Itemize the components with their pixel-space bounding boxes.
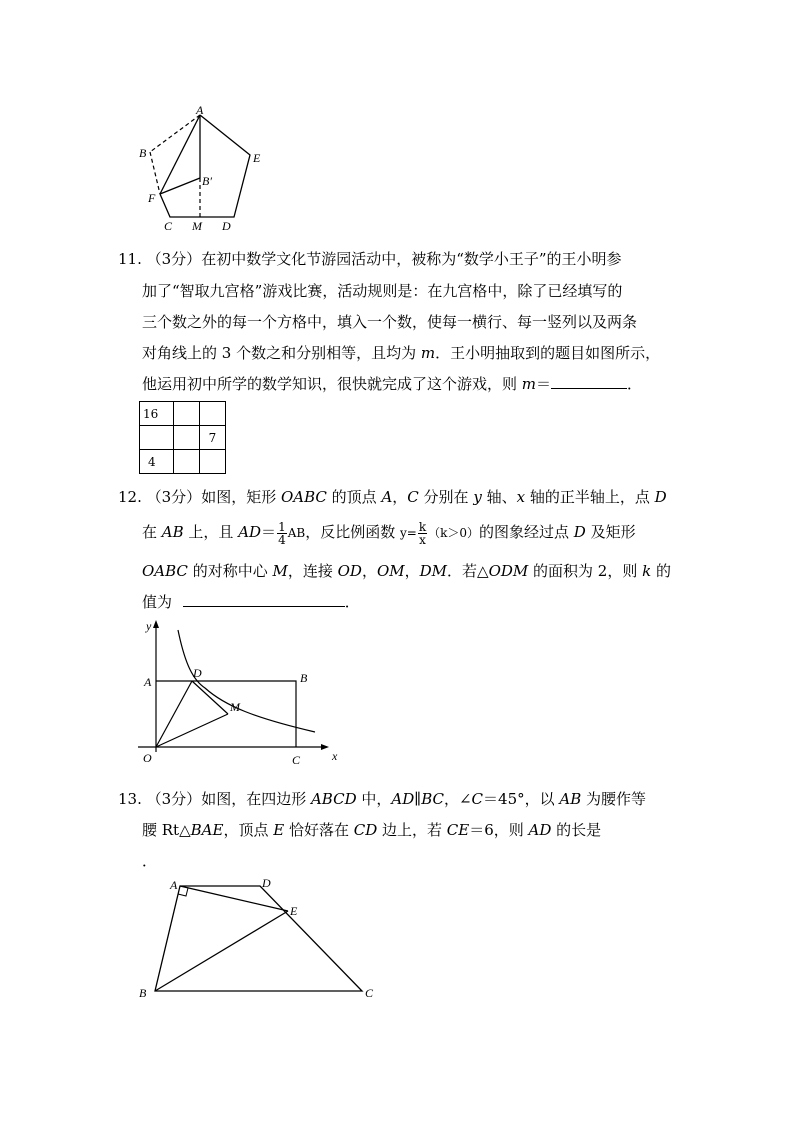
t: AB xyxy=(161,523,184,541)
t: AB xyxy=(559,790,582,808)
q11-text-4b: ．王小明抽取到的题目如图所示， xyxy=(435,344,661,362)
t: BAE xyxy=(190,821,224,839)
t: 分别在 xyxy=(418,488,474,506)
label-e: E xyxy=(290,904,298,918)
t: C xyxy=(407,488,419,506)
label-d: D xyxy=(193,666,202,680)
segment-bf-dashed xyxy=(150,152,160,194)
grid-cell xyxy=(200,450,226,474)
t: ，顶点 xyxy=(223,821,274,839)
t: AB xyxy=(287,526,306,540)
label-b: B xyxy=(139,146,147,160)
q12-number: 12. xyxy=(118,488,142,506)
quadrilateral-abcd xyxy=(155,886,362,991)
segment-af xyxy=(160,115,200,194)
t: ， xyxy=(361,562,377,580)
t: ＝ xyxy=(261,523,277,541)
fraction-k-over-x xyxy=(418,521,427,546)
label-m: M xyxy=(230,700,240,714)
t: ∥ xyxy=(414,790,422,808)
t: 为腰作等 xyxy=(581,790,647,808)
magic-square-grid xyxy=(139,401,226,474)
grid-cell xyxy=(174,426,200,450)
t: D xyxy=(573,523,586,541)
label-f: F xyxy=(148,191,156,205)
t: M xyxy=(272,562,288,580)
q13-score: （3分） xyxy=(146,790,202,808)
rectangle-hyperbola-figure xyxy=(135,614,350,774)
t: ， xyxy=(392,488,408,506)
t: 恰好落在 xyxy=(284,821,354,839)
q13-line-1 xyxy=(118,789,646,809)
t: 的对称中心 xyxy=(187,562,273,580)
grid-cell: 4 xyxy=(140,450,174,474)
x-axis-arrow xyxy=(321,744,329,750)
q12-line-2 xyxy=(142,520,636,546)
q13-line-2 xyxy=(142,820,601,840)
t: y xyxy=(473,488,482,506)
frac-den: 4 xyxy=(278,532,286,547)
grid-cell xyxy=(140,426,174,450)
label-b: B xyxy=(139,986,147,1000)
q11-var-m2: m xyxy=(521,375,537,393)
label-y: y xyxy=(146,619,152,633)
t: 的图象经过点 xyxy=(479,523,574,541)
label-a: A xyxy=(196,103,204,117)
frac-num: 1 xyxy=(278,519,286,534)
t: AD xyxy=(238,523,262,541)
label-b: B xyxy=(300,671,308,685)
t: 上，且 xyxy=(183,523,239,541)
q12-line-3 xyxy=(142,561,671,581)
t: A xyxy=(381,488,393,506)
grid-cell xyxy=(200,402,226,426)
t: 的顶点 xyxy=(326,488,382,506)
q11-text-1: 在初中数学文化节游园活动中，被称为“数学小王子”的王小明参 xyxy=(201,250,622,268)
t: 如图，矩形 xyxy=(201,488,281,506)
t: ，∠ xyxy=(443,790,472,808)
t: 轴的正半轴上，点 xyxy=(525,488,655,506)
q11-answer-blank[interactable] xyxy=(551,374,627,389)
label-m: M xyxy=(192,219,202,233)
t: OD xyxy=(337,562,362,580)
q11-line-1 xyxy=(118,249,622,269)
t: 边上，若 xyxy=(377,821,447,839)
q12-answer-blank[interactable] xyxy=(183,592,345,607)
t: AD xyxy=(391,790,415,808)
q11-line-4 xyxy=(142,343,660,363)
t: CE xyxy=(446,821,470,839)
q11-var-m: m xyxy=(420,344,436,362)
label-e: E xyxy=(253,151,261,165)
label-c: C xyxy=(164,219,173,233)
t: 在 xyxy=(142,523,162,541)
t: BC xyxy=(421,790,444,808)
frac-num: k xyxy=(418,519,427,534)
grid-cell: 7 xyxy=(200,426,226,450)
q11-line-5 xyxy=(142,374,642,394)
quadrilateral-figure xyxy=(130,872,380,1007)
t: 轴、 xyxy=(481,488,517,506)
t: ．若△ xyxy=(447,562,489,580)
t: 及矩形 xyxy=(585,523,636,541)
fraction-one-quarter xyxy=(277,521,287,546)
q11-text-5end: ． xyxy=(627,375,643,393)
q11-line-3: 三个数之外的每一个方格中，填入一个数，使每一横行、每一竖列以及两条 xyxy=(142,313,638,331)
t: CD xyxy=(353,821,378,839)
t: 如图，在四边形 xyxy=(201,790,311,808)
t: 的面积为 2，则 xyxy=(528,562,643,580)
t: 值为 xyxy=(142,593,177,611)
t: x xyxy=(516,488,526,506)
t: （k＞0） xyxy=(428,526,480,540)
t: ，反比例函数 xyxy=(305,523,400,541)
t: ． xyxy=(344,593,360,611)
t: OABC xyxy=(142,562,188,580)
label-c: C xyxy=(365,986,374,1000)
label-c: C xyxy=(292,753,301,767)
q12-line-4 xyxy=(142,592,360,612)
t: ， xyxy=(404,562,420,580)
label-x: x xyxy=(332,749,338,763)
label-o: O xyxy=(143,751,152,765)
q11-score: （3分） xyxy=(146,250,202,268)
t: OABC xyxy=(280,488,327,506)
t: DM xyxy=(419,562,448,580)
y-axis-arrow xyxy=(153,620,159,628)
label-b-prime: B′ xyxy=(202,174,212,188)
q11-number: 11. xyxy=(118,250,142,268)
t: C xyxy=(471,790,484,808)
q13-line-3: ． xyxy=(142,852,158,870)
grid-cell: 16 xyxy=(140,402,174,426)
t: ABCD xyxy=(310,790,357,808)
frac-den: x xyxy=(419,532,426,547)
segment-om xyxy=(156,714,228,747)
label-d: D xyxy=(262,876,271,890)
segment-od xyxy=(156,681,192,747)
t: E xyxy=(273,821,285,839)
label-d: D xyxy=(222,219,231,233)
q12-line-1 xyxy=(118,487,667,507)
t: 中， xyxy=(356,790,392,808)
q11-line-2: 加了“智取九宫格”游戏比赛，活动规则是：在九宫格中，除了已经填写的 xyxy=(142,282,623,300)
t: ＝45°，以 xyxy=(483,790,560,808)
q13-number: 13. xyxy=(118,790,142,808)
t: D xyxy=(654,488,667,506)
t: 腰 Rt△ xyxy=(142,821,191,839)
t: AD xyxy=(528,821,552,839)
grid-cell xyxy=(174,402,200,426)
t: ，连接 xyxy=(287,562,338,580)
segment-be xyxy=(155,911,288,991)
t: OM xyxy=(376,562,405,580)
q12-score: （3分） xyxy=(146,488,202,506)
q11-text-5b: ＝ xyxy=(536,375,552,393)
t: k xyxy=(642,562,652,580)
grid-cell xyxy=(174,450,200,474)
t: y xyxy=(399,526,407,540)
label-a: A xyxy=(144,675,152,689)
t: = xyxy=(406,526,417,540)
label-a: A xyxy=(170,878,178,892)
t: ＝6，则 xyxy=(469,821,529,839)
t: 的长是 xyxy=(551,821,602,839)
t: ODM xyxy=(488,562,529,580)
segment-ab-dashed xyxy=(150,115,200,152)
segment-dm xyxy=(192,681,228,714)
q11-text-5a: 他运用初中所学的数学知识，很快就完成了这个游戏，则 xyxy=(142,375,522,393)
q11-text-4a: 对角线上的 3 个数之和分别相等，且均为 xyxy=(142,344,421,362)
segment-fbprime xyxy=(160,178,200,194)
pentagon-figure xyxy=(130,102,280,234)
t: 的 xyxy=(651,562,671,580)
